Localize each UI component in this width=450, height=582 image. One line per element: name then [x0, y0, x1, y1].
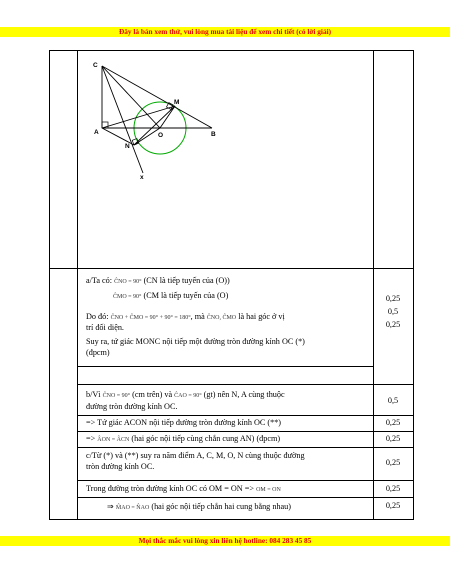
- geometry-figure: [88, 58, 223, 183]
- part-b-line-1: [86, 390, 285, 402]
- math-aon-acn: ÂON = ÂCN: [97, 437, 130, 443]
- part-a-ma: , mà: [190, 312, 205, 321]
- part-b-row-3-reason: (hai góc nội tiếp cùng chắn cung AN) (đpcm): [131, 434, 281, 443]
- part-a-opposite: là hai góc ở vị: [238, 312, 285, 321]
- part-a-reason-1: (CN là tiếp tuyến của (O)): [143, 276, 230, 285]
- table-divider-left: [77, 50, 78, 520]
- score-c-1: 0,25: [385, 458, 401, 467]
- score-b-1: 0,5: [387, 396, 399, 405]
- part-a-do-do: Do đó:: [86, 312, 109, 321]
- table-divider-right: [373, 50, 374, 520]
- math-arc-om-on: OM = ON: [256, 487, 281, 493]
- score-a-2: 0,5: [387, 307, 399, 316]
- part-b-line-2: đường tròn đường kính OC.: [86, 402, 178, 411]
- part-b-mid: (cm trên) và: [132, 390, 173, 399]
- part-c-line-2: tròn đường kính OC.: [86, 462, 155, 471]
- radius-on: [134, 128, 160, 145]
- part-b-prefix: b/Vì: [86, 390, 101, 399]
- score-c-3: 0,25: [385, 501, 401, 510]
- part-a-reason-2: (CM là tiếp tuyến của (O): [143, 291, 229, 300]
- bottom-banner: Mọi thắc mắc vui lòng xin liên hệ hotline: 084 283 45 85: [0, 536, 450, 546]
- segment-co: [102, 66, 160, 128]
- math-cmo-90: ĈMO = 90°: [113, 294, 142, 300]
- part-c-om-on-text: Trong đường tròn đường kính OC có OM = ON =>: [86, 484, 255, 493]
- table-row-line: [49, 268, 414, 269]
- math-mao-nao: M̂AO = N̂AO: [115, 505, 150, 511]
- table-row-line: [77, 431, 413, 432]
- table-row-line: [77, 447, 413, 448]
- label-x: x: [140, 174, 144, 181]
- table-row-line: [77, 366, 373, 367]
- math-cao-90: ĈAO = 90°: [174, 393, 202, 399]
- table-row-line: [77, 497, 413, 498]
- part-a-line-6: (đpcm): [86, 348, 110, 357]
- score-a-3: 0,25: [385, 320, 401, 329]
- part-a-line-2: [113, 291, 228, 303]
- implies-symbol: =>: [86, 434, 96, 443]
- part-c-row-2: [86, 484, 281, 496]
- top-banner: Đây là bản xem thử, vui lòng mua tài liệu để xem chi tiết (có lời giải): [0, 27, 450, 37]
- score-b-3: 0,25: [385, 434, 401, 443]
- label-b: B: [211, 131, 216, 138]
- part-a-line-3: [86, 312, 285, 324]
- table-row-line: [77, 415, 413, 416]
- label-o: O: [158, 132, 164, 139]
- table-row-line: [77, 384, 413, 385]
- part-a-line-4: trí đối diện.: [86, 323, 124, 332]
- part-c-line-1: c/Từ (*) và (**) suy ra năm điểm A, C, M, O, N cùng thuộc đường: [86, 451, 305, 460]
- part-b-reason: (gt) nên N, A cùng thuộc: [203, 390, 285, 399]
- math-cno-90: ĈNO = 90°: [114, 279, 142, 285]
- label-a: A: [94, 129, 99, 136]
- part-b-row-2: => Tứ giác ACON nội tiếp đường tròn đường kính OC (**): [86, 418, 282, 427]
- math-angle-sum: ĈNO + ĈMO = 90° + 90° = 180°: [110, 315, 191, 321]
- part-c-row-3-reason: (hai góc nội tiếp chắn hai cung bằng nhau): [151, 502, 291, 511]
- tangent-cm: [102, 66, 212, 128]
- label-n: N: [125, 143, 130, 150]
- part-b-row-3: [86, 434, 280, 446]
- table-row-line: [77, 480, 413, 481]
- math-angle-pair: ĈNO, ĈMO: [206, 315, 237, 321]
- tangent-cn: [102, 66, 143, 173]
- score-a-1: 0,25: [385, 294, 401, 303]
- radius-om: [160, 106, 175, 128]
- score-b-2: 0,25: [385, 418, 401, 427]
- score-c-2: 0,25: [385, 484, 401, 493]
- part-a-line-5: Suy ra, tứ giác MONC nội tiếp một đường tròn đường kính OC (*): [86, 337, 305, 346]
- label-c: C: [93, 62, 98, 69]
- part-a-line-1: [86, 276, 230, 288]
- implies-arrow: ⇒: [107, 502, 114, 511]
- label-m: M: [174, 99, 180, 106]
- part-c-row-3: [107, 502, 291, 514]
- math-cno-90-b: ĈNO = 90°: [102, 393, 131, 399]
- part-a-prefix: a/Ta có:: [86, 276, 113, 285]
